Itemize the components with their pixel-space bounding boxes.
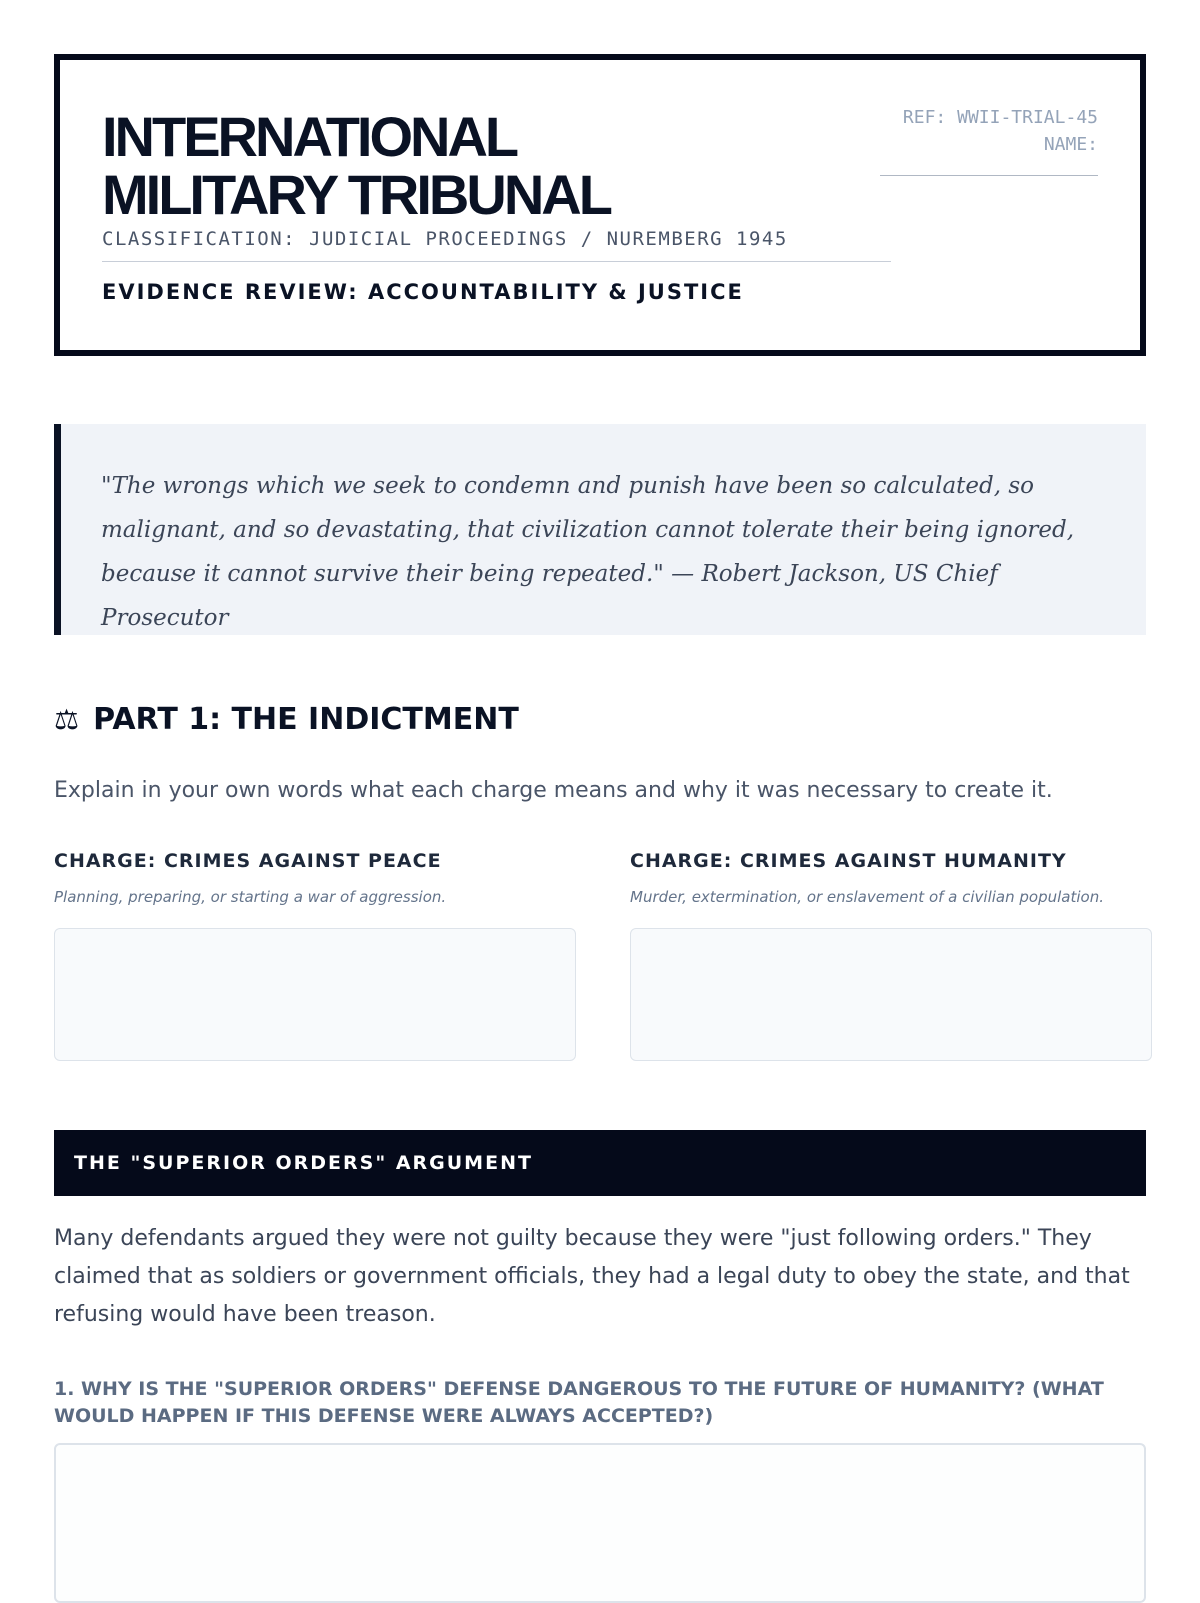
charge-card-peace: [54, 850, 576, 906]
name-input-line[interactable]: [880, 175, 1098, 176]
scales-icon: ⚖: [54, 703, 80, 736]
charge-title: CHARGE: CRIMES AGAINST PEACE: [54, 850, 442, 872]
crimes-against-peace-answer[interactable]: [54, 928, 576, 1061]
charge-title: CHARGE: CRIMES AGAINST HUMANITY: [630, 850, 1067, 872]
title-line-1: INTERNATIONAL: [102, 105, 517, 168]
superior-orders-heading: THE "SUPERIOR ORDERS" ARGUMENT: [54, 1130, 1146, 1196]
question-1-label: 1. WHY IS THE "SUPERIOR ORDERS" DEFENSE DANGEROUS TO THE FUTURE OF HUMANITY? (WHAT WOULD HAPPEN IF THIS DEFENSE WERE ALWAYS ACCEPTED?): [54, 1378, 1104, 1427]
part1-instructions: Explain in your own words what each charge means and why it was necessary to create it.: [54, 778, 1053, 803]
title-divider: [102, 261, 891, 262]
name-label: NAME:: [1043, 134, 1098, 155]
part1-heading-text: PART 1: THE INDICTMENT: [93, 702, 519, 737]
question-1-answer[interactable]: [54, 1443, 1146, 1603]
reference-block: [878, 104, 1098, 158]
page-subtitle: EVIDENCE REVIEW: ACCOUNTABILITY & JUSTICE: [102, 280, 744, 304]
crimes-against-humanity-answer[interactable]: [630, 928, 1152, 1061]
charge-description: Murder, extermination, or enslavement of a civilian population.: [630, 888, 1104, 906]
superior-orders-text: Many defendants argued they were not guilty because they were "just following orders." They claimed that as soldiers or government officials, they had a legal duty to obey the state, and that refusing would have been treason.: [54, 1226, 1130, 1327]
part1-heading: [54, 702, 519, 737]
header-box: [54, 54, 1146, 356]
reference-code: REF: WWII-TRIAL-45: [902, 107, 1098, 128]
classification-text: CLASSIFICATION: JUDICIAL PROCEEDINGS / NUREMBERG 1945: [102, 228, 788, 250]
jackson-quote: [54, 424, 1146, 635]
quote-text: "The wrongs which we seek to condemn and punish have been so calculated, so malignant, and so devastating, that civilization cannot tolerate their being ignored, because it cannot survive their being repeated." — Robert Jackson, US Chief Prosecutor: [101, 473, 1075, 631]
charge-description: Planning, preparing, or starting a war of aggression.: [54, 888, 447, 906]
charge-card-humanity: [630, 850, 1152, 906]
title-line-2: MILITARY TRIBUNAL: [102, 163, 610, 226]
page-title: [102, 105, 610, 226]
